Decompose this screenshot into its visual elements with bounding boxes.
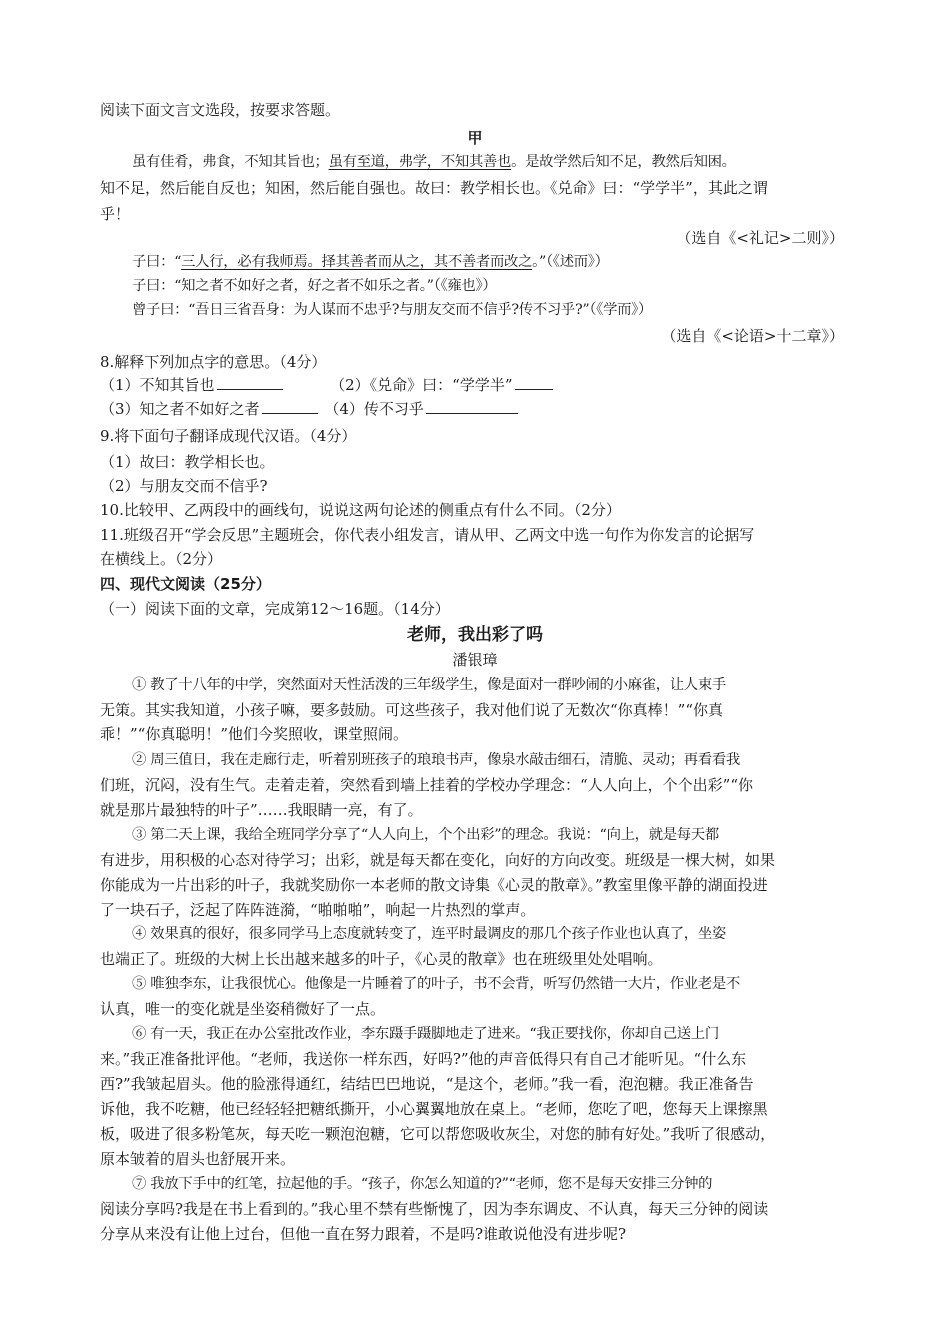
article-line: 们班，沉闷，没有生气。走着走着，突然看到墙上挂着的学校办学理念：“人人向上，个个出彩”“你 — [100, 776, 754, 794]
article-line: ⑦ 我放下手中的红笔，拉起他的手。“孩子，你怎么知道的?”“老师，您不是每天安排三分钟的 — [132, 1176, 713, 1192]
article-line: 就是那片最独特的叶子”……我眼睛一亮，有了。 — [100, 801, 423, 819]
answer-blank — [515, 373, 553, 390]
article-line: 板，吸进了很多粉笔灰，每天吃一颗泡泡糖，它可以帮您吸收灰尘，对您的肺有好处。”我听了很感动， — [100, 1125, 776, 1143]
article-line: 无策。其实我知道，小孩子嘛，要多鼓励。可这些孩子，我对他们说了无数次“你真棒！”“你真 — [100, 701, 724, 719]
article-line: 了一块石子，泛起了阵阵涟漪，“啪啪啪”，响起一片热烈的掌声。 — [100, 901, 536, 919]
article-line: 分享从来没有让他上过台，但他一直在努力跟着，不是吗?谁敢说他没有进步呢? — [100, 1225, 627, 1243]
question-9-stem: 9.将下面句子翻译成现代汉语。（4分） — [100, 427, 357, 445]
passage-yi-line-1: 子曰：“三人行，必有我师焉。择其善者而从之，其不善者而改之。”（《述而》） — [132, 254, 609, 270]
question-8-row-1: （1）不知其旨也 （2）《兑命》曰：“学学半” — [100, 373, 860, 397]
article-author: 潘银璋 — [452, 651, 498, 669]
article-line: 有进步，用积极的心态对待学习；出彩，就是每天都在变化，向好的方向改变。班级是一棵大树，如果 — [100, 851, 776, 869]
article-line: ④ 效果真的很好，很多同学马上态度就转变了，连平时最调皮的那几个孩子作业也认真了，坐姿 — [132, 926, 726, 942]
article-title: 老师，我出彩了吗 — [407, 625, 543, 645]
question-9-item-1: （1）故曰：教学相长也。 — [100, 453, 275, 471]
article-line: 乖！”“你真聪明！”他们今奖照收，课堂照闹。 — [100, 725, 409, 743]
passage-jia-line-3: 乎！ — [100, 205, 131, 223]
answer-blank — [426, 397, 518, 414]
article-line: 原本皱着的眉头也舒展开来。 — [100, 1150, 296, 1168]
article-line: ① 教了十八年的中学，突然面对天性活泼的三年级学生，像是面对一群吵闹的小麻雀，让人束手 — [132, 677, 726, 693]
question-9-item-2: （2）与朋友交而不信乎? — [100, 477, 268, 495]
article-line: ③ 第二天上课，我给全班同学分享了“人人向上，个个出彩”的理念。我说：“向上，就是每天都 — [132, 827, 719, 843]
question-11-line-1: 11.班级召开“学会反思”主题班会，你代表小组发言，请从甲、乙两文中选一句作为你发言的论据写 — [100, 526, 755, 544]
reading-instruction: 阅读下面文言文选段，按要求答题。 — [100, 101, 341, 119]
question-8-row-2: （3）知之者不如好之者 （4）传不习乎 — [100, 397, 860, 421]
article-line: 你能成为一片出彩的叶子，我就奖励你一本老师的散文诗集《心灵的散章》。”教室里像平静的湖面投进 — [100, 876, 768, 894]
article-line: 阅读分享吗?我是在书上看到的。”我心里不禁有些惭愧了，因为李东调皮、不认真，每天三分钟的阅读 — [100, 1200, 769, 1218]
answer-blank — [262, 397, 318, 414]
question-10: 10.比较甲、乙两段中的画线句，说说这两句论述的侧重点有什么不同。（2分） — [100, 501, 621, 519]
question-11-line-2: 在横线上。（2分） — [100, 550, 223, 568]
passage-jia-line-1: 虽有佳肴，弗食，不知其旨也；虽有至道，弗学，不知其善也。是故学然后知不足，教然后知困。 — [132, 154, 736, 170]
article-line: ② 周三值日，我在走廊行走，听着别班孩子的琅琅书声，像泉水敲击细石，清脆、灵动；再看看我 — [132, 752, 740, 768]
passage-jia-heading: 甲 — [467, 129, 483, 147]
article-line: ⑤ 唯独李东，让我很忧心。他像是一片睡着了的叶子，书不会背，听写仍然错一大片，作业老是不 — [132, 976, 740, 992]
article-line: 认真，唯一的变化就是坐姿稍微好了一点。 — [100, 1000, 386, 1018]
passage-jia-line-2: 知不足，然后能自反也；知困，然后能自强也。故曰：教学相长也。《兑命》曰：“学学半”，其此之谓 — [100, 179, 768, 197]
passage-yi-line-3: 曾子曰：“吾日三省吾身：为人谋而不忠乎?与朋友交而不信乎?传不习乎?”（《学而》） — [132, 302, 653, 318]
passage-jia-source: （选自《<礼记>二则》） — [676, 229, 844, 247]
underlined-sentence-jia: 虽有至道，弗学，不知其善也 — [328, 154, 512, 170]
answer-blank — [217, 373, 283, 390]
part-instruction: （一）阅读下面的文章，完成第12～16题。（14分） — [100, 600, 450, 618]
article-line: 也端正了。班级的大树上长出越来越多的叶子，《心灵的散章》也在班级里处处唱响。 — [100, 950, 663, 968]
article-line: 诉他，我不吃糖，他已经轻轻把糖纸撕开，小心翼翼地放在桌上。“老师，您吃了吧，您每天上课擦黑 — [100, 1100, 768, 1118]
passage-yi-line-2: 子曰：“知之者不如好之者，好之者不如乐之者。”（《雍也》） — [132, 278, 497, 294]
section-heading: 四、现代文阅读（25分） — [100, 575, 271, 593]
question-8-stem: 8.解释下列加点字的意思。（4分） — [100, 353, 327, 371]
article-line: ⑥ 有一天，我正在办公室批改作业，李东蹑手蹑脚地走了进来。“我正要找你，你却自己送上门 — [132, 1026, 719, 1042]
passage-yi-source: （选自《<论语>十二章》） — [661, 327, 844, 345]
underlined-sentence-yi: 三人行，必有我师焉。择其善者而从之，其不善者而改之 — [181, 254, 533, 270]
article-line: 西?”我皱起眉头。他的脸涨得通红，结结巴巴地说，“是这个，老师。”我一看，泡泡糖。我正准备告 — [100, 1075, 754, 1093]
article-line: 来。”我正准备批评他。“老师，我送你一样东西，好吗?”他的声音低得只有自己才能听见。“什么东 — [100, 1050, 747, 1068]
